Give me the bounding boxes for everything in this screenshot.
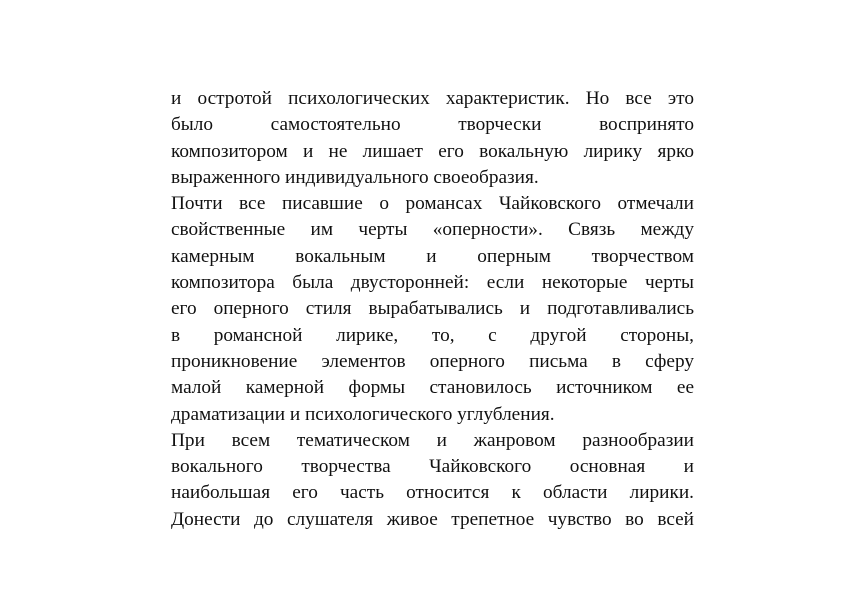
body-text (171, 86, 694, 533)
text-line: композитором и не лишает его вокальную лирику ярко (171, 140, 694, 162)
paragraph-1 (171, 86, 694, 191)
paragraph-2 (171, 191, 694, 428)
text-line: малой камерной формы становилось источником ее (171, 377, 694, 399)
text-line: Почти все писавшие о романсах Чайковского отмечали (171, 193, 694, 215)
text-line: наибольшая его часть относится к области лирики. (171, 482, 694, 504)
text-line: свойственные им черты «оперности». Связь между (171, 219, 694, 241)
text-line: его оперного стиля вырабатывались и подготавливались (171, 298, 694, 320)
text-line: композитора была двусторонней: если некоторые черты (171, 272, 694, 294)
text-line: При всем тематическом и жанровом разнообразии (171, 429, 694, 451)
text-line: проникновение элементов оперного письма в сферу (171, 350, 694, 372)
paragraph-3 (171, 428, 694, 533)
text-line: камерным вокальным и оперным творчеством (171, 245, 694, 267)
text-line: драматизации и психологического углубления. (171, 403, 555, 425)
text-line: было самостоятельно творчески воспринято (171, 114, 694, 136)
text-line: выраженного индивидуального своеобразия. (171, 166, 539, 188)
text-line: Донести до слушателя живое трепетное чувство во всей (171, 508, 694, 530)
text-line: вокального творчества Чайковского основная и (171, 456, 694, 478)
text-line: в романсной лирике, то, с другой стороны, (171, 324, 694, 346)
text-line: и остротой психологических характеристик. Но все это (171, 88, 694, 109)
